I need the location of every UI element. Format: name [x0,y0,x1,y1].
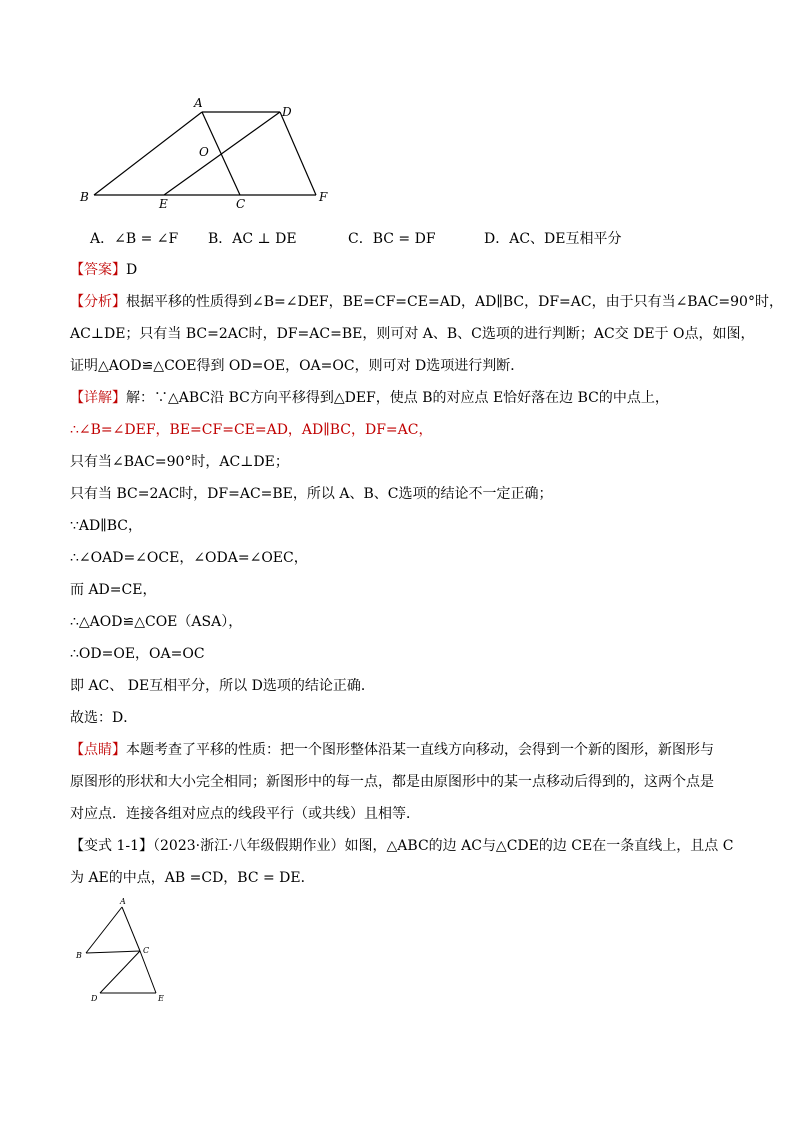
detail-text-1: 解：∵△ABC沿 BC方向平移得到△DEF，使点 B的对应点 E恰好落在边 BC的中点上， [126,390,669,406]
fig2-label-E: E [158,994,164,1003]
option-d: D．AC、DE互相平分 [484,231,622,247]
detail-line-7: 而 AD=CE， [70,582,157,598]
detail-line-1 [70,388,730,408]
detail-line-6: ∴∠OAD=∠OCE，∠ODA=∠OEC， [70,550,308,566]
segment-CD2 [100,951,140,993]
detail-line-2: ∴∠B=∠DEF，BE=CF=CE=AD，AD∥BC，DF=AC， [70,422,433,438]
detail-line-5: ∵AD∥BC， [70,518,142,534]
detail-line-8: ∴△AOD≌△COE（ASA）， [70,614,243,630]
analysis-text-1: 根据平移的性质得到∠B=∠DEF，BE=CF=CE=AD，AD∥BC，DF=AC，由于只有当∠BAC=90°时， [126,294,783,310]
detail-tag: 【详解】 [70,390,126,406]
detail-line-11: 故选：D． [70,710,138,726]
analysis-tag: 【分析】 [70,294,126,310]
fig2-label-B: B [76,951,82,960]
label-F: F [319,190,328,204]
option-b: B．AC ⊥ DE [208,231,297,247]
label-D: D [282,105,292,119]
segment-AB2 [86,907,122,953]
answer-value: D [126,262,138,278]
segment-BC2 [86,951,140,953]
comment-text-1: 本题考查了平移的性质：把一个图形整体沿某一直线方向移动，会得到一个新的图形，新图形与 [126,742,714,758]
label-B: B [80,190,89,204]
detail-line-10: 即 AC、 DE互相平分，所以 D选项的结论正确． [70,678,375,694]
variant-line-2: 为 AE的中点，AB =CD，BC = DE． [70,870,315,886]
label-A: A [194,96,203,110]
detail-line-3: 只有当∠BAC=90°时，AC⊥DE； [70,454,289,470]
variant-tag: 【变式 1-1】 [70,838,153,854]
detail-line-4: 只有当 BC=2AC时，DF=AC=BE，所以 A、B、C选项的结论不一定正确； [70,486,553,502]
answer-line [70,260,730,280]
variant-line-1 [70,836,734,856]
label-O: O [199,145,209,159]
option-c: C．BC = DF [348,231,436,247]
label-C: C [236,197,246,211]
comment-tag: 【点睛】 [70,742,126,758]
fig2-label-C: C [143,946,150,955]
segment-DE [164,112,280,195]
analysis-line-1 [70,292,783,312]
analysis-line-3: 证明△AOD≌△COE得到 OD=OE，OA=OC，则可对 D选项进行判断． [70,358,525,374]
segment-DF [280,112,316,195]
analysis-line-2: AC⊥DE；只有当 BC=2AC时，DF=AC=BE，则可对 A、B、C选项的进行判断；AC交 DE于 O点，如图， [70,326,755,342]
comment-line-1 [70,740,730,760]
figure-translation-diagram [70,90,360,220]
fig2-label-D: D [91,994,98,1003]
segment-BA [94,112,202,195]
detail-line-9: ∴OD=OE，OA=OC [70,646,205,662]
label-E: E [159,197,168,211]
option-a: A．∠B = ∠F [90,231,179,247]
segment-CE2 [140,951,156,993]
segment-AC2 [122,907,140,951]
fig2-label-A: A [120,897,126,906]
variant-text-1: （2023·浙江·八年级假期作业）如图，△ABC的边 AC与△CDE的边 CE在一条直线上，且点 C [153,838,734,854]
answer-options [90,228,690,248]
comment-line-2: 原图形的形状和大小完全相同；新图形中的每一点，都是由原图形中的某一点移动后得到的，这两个点是 [70,774,714,790]
figure-two-triangles [70,895,180,1010]
comment-line-3: 对应点．连接各组对应点的线段平行（或共线）且相等． [70,806,420,822]
answer-tag: 【答案】 [70,262,126,278]
